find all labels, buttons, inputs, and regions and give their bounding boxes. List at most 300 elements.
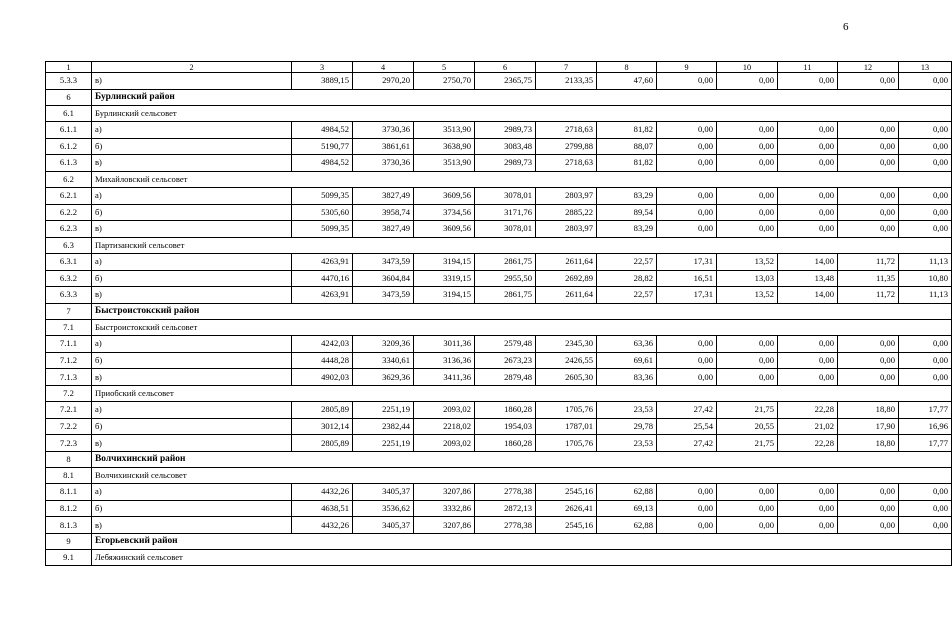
council-name: Партизанский сельсовет xyxy=(92,237,952,253)
value-cell: 3473,59 xyxy=(353,287,414,304)
column-number-row xyxy=(46,62,952,73)
council-name: Быстроистокский сельсовет xyxy=(92,319,952,335)
row-variant: б) xyxy=(92,500,292,517)
council-row xyxy=(46,319,952,335)
value-cell: 2692,89 xyxy=(536,270,597,287)
value-cell: 2545,16 xyxy=(536,517,597,534)
value-cell: 2718,63 xyxy=(536,121,597,138)
value-cell: 17,31 xyxy=(657,287,717,304)
table-row xyxy=(46,336,952,353)
value-cell: 0,00 xyxy=(717,155,778,172)
value-cell: 3889,15 xyxy=(292,73,353,90)
column-number: 4 xyxy=(353,62,414,73)
value-cell: 0,00 xyxy=(838,187,899,204)
value-cell: 4448,28 xyxy=(292,352,353,369)
region-row xyxy=(46,451,952,467)
value-cell: 3405,37 xyxy=(353,484,414,501)
value-cell: 1860,28 xyxy=(475,402,536,419)
table-row xyxy=(46,287,952,304)
value-cell: 11,35 xyxy=(838,270,899,287)
region-name: Бурлинский район xyxy=(92,89,952,105)
value-cell: 17,77 xyxy=(899,402,952,419)
value-cell: 3638,90 xyxy=(414,138,475,155)
value-cell: 0,00 xyxy=(838,369,899,386)
value-cell: 2426,55 xyxy=(536,352,597,369)
table-row xyxy=(46,187,952,204)
value-cell: 0,00 xyxy=(657,352,717,369)
row-code: 5.3.3 xyxy=(46,73,92,90)
value-cell: 0,00 xyxy=(838,155,899,172)
value-cell: 2805,89 xyxy=(292,435,353,452)
value-cell: 3604,84 xyxy=(353,270,414,287)
value-cell: 11,13 xyxy=(899,287,952,304)
row-code: 7.1.1 xyxy=(46,336,92,353)
value-cell: 47,60 xyxy=(597,73,657,90)
value-cell: 4984,52 xyxy=(292,155,353,172)
value-cell: 3012,14 xyxy=(292,418,353,435)
value-cell: 0,00 xyxy=(717,484,778,501)
value-cell: 11,72 xyxy=(838,287,899,304)
row-code: 6.2.3 xyxy=(46,221,92,238)
column-number: 13 xyxy=(899,62,952,73)
column-number: 11 xyxy=(778,62,838,73)
value-cell: 2778,38 xyxy=(475,484,536,501)
value-cell: 18,80 xyxy=(838,402,899,419)
value-cell: 13,52 xyxy=(717,253,778,270)
value-cell: 0,00 xyxy=(838,484,899,501)
column-number: 10 xyxy=(717,62,778,73)
value-cell: 0,00 xyxy=(778,73,838,90)
value-cell: 0,00 xyxy=(717,221,778,238)
value-cell: 23,53 xyxy=(597,402,657,419)
region-row xyxy=(46,89,952,105)
row-code: 8 xyxy=(46,451,92,467)
value-cell: 0,00 xyxy=(838,204,899,221)
value-cell: 4263,91 xyxy=(292,287,353,304)
row-code: 7 xyxy=(46,303,92,319)
value-cell: 4263,91 xyxy=(292,253,353,270)
value-cell: 2955,50 xyxy=(475,270,536,287)
value-cell: 3827,49 xyxy=(353,187,414,204)
value-cell: 0,00 xyxy=(899,517,952,534)
column-number: 9 xyxy=(657,62,717,73)
value-cell: 0,00 xyxy=(778,221,838,238)
value-cell: 5190,77 xyxy=(292,138,353,155)
value-cell: 4470,16 xyxy=(292,270,353,287)
row-code: 9 xyxy=(46,533,92,549)
row-variant: а) xyxy=(92,402,292,419)
table-row xyxy=(46,138,952,155)
value-cell: 0,00 xyxy=(778,369,838,386)
council-row xyxy=(46,385,952,401)
value-cell: 1787,01 xyxy=(536,418,597,435)
row-variant: в) xyxy=(92,287,292,304)
value-cell: 3536,62 xyxy=(353,500,414,517)
value-cell: 0,00 xyxy=(838,121,899,138)
value-cell: 3171,76 xyxy=(475,204,536,221)
value-cell: 3332,86 xyxy=(414,500,475,517)
value-cell: 3730,36 xyxy=(353,155,414,172)
value-cell: 0,00 xyxy=(778,500,838,517)
value-cell: 4432,26 xyxy=(292,484,353,501)
value-cell: 3473,59 xyxy=(353,253,414,270)
value-cell: 3083,48 xyxy=(475,138,536,155)
value-cell: 0,00 xyxy=(657,155,717,172)
row-variant: а) xyxy=(92,187,292,204)
value-cell: 16,51 xyxy=(657,270,717,287)
value-cell: 27,42 xyxy=(657,435,717,452)
value-cell: 2805,89 xyxy=(292,402,353,419)
value-cell: 2251,19 xyxy=(353,435,414,452)
table-row xyxy=(46,253,952,270)
council-row xyxy=(46,171,952,187)
value-cell: 3136,36 xyxy=(414,352,475,369)
table-row xyxy=(46,73,952,90)
value-cell: 69,61 xyxy=(597,352,657,369)
value-cell: 14,00 xyxy=(778,287,838,304)
value-cell: 0,00 xyxy=(899,484,952,501)
row-code: 6.1 xyxy=(46,105,92,121)
row-variant: а) xyxy=(92,484,292,501)
value-cell: 0,00 xyxy=(717,204,778,221)
value-cell: 22,28 xyxy=(778,435,838,452)
value-cell: 2382,44 xyxy=(353,418,414,435)
table-row xyxy=(46,484,952,501)
value-cell: 0,00 xyxy=(657,484,717,501)
row-code: 7.1 xyxy=(46,319,92,335)
value-cell: 2673,23 xyxy=(475,352,536,369)
row-variant: в) xyxy=(92,221,292,238)
table-row xyxy=(46,270,952,287)
row-code: 6.2.1 xyxy=(46,187,92,204)
row-code: 6.3.1 xyxy=(46,253,92,270)
value-cell: 4902,03 xyxy=(292,369,353,386)
row-variant: а) xyxy=(92,253,292,270)
council-name: Бурлинский сельсовет xyxy=(92,105,952,121)
region-row xyxy=(46,533,952,549)
value-cell: 10,80 xyxy=(899,270,952,287)
value-cell: 17,31 xyxy=(657,253,717,270)
value-cell: 2778,38 xyxy=(475,517,536,534)
region-name: Волчихинский район xyxy=(92,451,952,467)
value-cell: 0,00 xyxy=(778,484,838,501)
value-cell: 0,00 xyxy=(717,121,778,138)
value-cell: 0,00 xyxy=(838,73,899,90)
row-variant: в) xyxy=(92,517,292,534)
value-cell: 25,54 xyxy=(657,418,717,435)
row-code: 7.2.3 xyxy=(46,435,92,452)
table-row xyxy=(46,418,952,435)
value-cell: 0,00 xyxy=(838,138,899,155)
value-cell: 0,00 xyxy=(899,155,952,172)
region-row xyxy=(46,303,952,319)
value-cell: 2799,88 xyxy=(536,138,597,155)
value-cell: 88,07 xyxy=(597,138,657,155)
value-cell: 18,80 xyxy=(838,435,899,452)
column-number: 8 xyxy=(597,62,657,73)
row-code: 6.2 xyxy=(46,171,92,187)
value-cell: 13,03 xyxy=(717,270,778,287)
value-cell: 3340,61 xyxy=(353,352,414,369)
value-cell: 0,00 xyxy=(657,204,717,221)
value-cell: 3194,15 xyxy=(414,253,475,270)
value-cell: 5099,35 xyxy=(292,221,353,238)
value-cell: 0,00 xyxy=(899,187,952,204)
value-cell: 1705,76 xyxy=(536,402,597,419)
value-cell: 1705,76 xyxy=(536,435,597,452)
value-cell: 2605,30 xyxy=(536,369,597,386)
value-cell: 83,29 xyxy=(597,187,657,204)
value-cell: 1860,28 xyxy=(475,435,536,452)
value-cell: 1954,03 xyxy=(475,418,536,435)
value-cell: 0,00 xyxy=(899,352,952,369)
row-variant: б) xyxy=(92,270,292,287)
row-variant: в) xyxy=(92,369,292,386)
council-name: Волчихинский сельсовет xyxy=(92,468,952,484)
column-number: 6 xyxy=(475,62,536,73)
value-cell: 2251,19 xyxy=(353,402,414,419)
value-cell: 29,78 xyxy=(597,418,657,435)
column-number: 7 xyxy=(536,62,597,73)
row-code: 8.1.2 xyxy=(46,500,92,517)
value-cell: 13,48 xyxy=(778,270,838,287)
table-row xyxy=(46,221,952,238)
value-cell: 0,00 xyxy=(899,500,952,517)
value-cell: 2989,73 xyxy=(475,155,536,172)
value-cell: 0,00 xyxy=(657,517,717,534)
value-cell: 3194,15 xyxy=(414,287,475,304)
value-cell: 21,75 xyxy=(717,435,778,452)
value-cell: 0,00 xyxy=(717,517,778,534)
value-cell: 2365,75 xyxy=(475,73,536,90)
row-code: 7.2.2 xyxy=(46,418,92,435)
table-row xyxy=(46,369,952,386)
council-row xyxy=(46,468,952,484)
value-cell: 3078,01 xyxy=(475,187,536,204)
value-cell: 16,96 xyxy=(899,418,952,435)
row-code: 6.3 xyxy=(46,237,92,253)
value-cell: 0,00 xyxy=(778,138,838,155)
value-cell: 0,00 xyxy=(899,369,952,386)
value-cell: 3629,36 xyxy=(353,369,414,386)
value-cell: 0,00 xyxy=(899,138,952,155)
column-number: 5 xyxy=(414,62,475,73)
value-cell: 0,00 xyxy=(717,138,778,155)
value-cell: 3609,56 xyxy=(414,187,475,204)
row-code: 7.1.3 xyxy=(46,369,92,386)
value-cell: 0,00 xyxy=(778,121,838,138)
column-number: 2 xyxy=(92,62,292,73)
value-cell: 0,00 xyxy=(838,352,899,369)
row-code: 6.3.2 xyxy=(46,270,92,287)
value-cell: 4432,26 xyxy=(292,517,353,534)
value-cell: 2803,97 xyxy=(536,187,597,204)
row-code: 6 xyxy=(46,89,92,105)
value-cell: 21,75 xyxy=(717,402,778,419)
value-cell: 2218,02 xyxy=(414,418,475,435)
value-cell: 13,52 xyxy=(717,287,778,304)
value-cell: 3078,01 xyxy=(475,221,536,238)
value-cell: 0,00 xyxy=(778,187,838,204)
value-cell: 0,00 xyxy=(838,500,899,517)
value-cell: 17,77 xyxy=(899,435,952,452)
row-code: 8.1 xyxy=(46,468,92,484)
row-variant: а) xyxy=(92,336,292,353)
value-cell: 3513,90 xyxy=(414,155,475,172)
value-cell: 2133,35 xyxy=(536,73,597,90)
row-variant: б) xyxy=(92,352,292,369)
table-row xyxy=(46,435,952,452)
value-cell: 0,00 xyxy=(778,352,838,369)
value-cell: 3734,56 xyxy=(414,204,475,221)
column-number: 12 xyxy=(838,62,899,73)
row-variant: в) xyxy=(92,435,292,452)
value-cell: 0,00 xyxy=(657,221,717,238)
value-cell: 22,28 xyxy=(778,402,838,419)
value-cell: 0,00 xyxy=(657,369,717,386)
table-row xyxy=(46,402,952,419)
value-cell: 2545,16 xyxy=(536,484,597,501)
value-cell: 2579,48 xyxy=(475,336,536,353)
value-cell: 0,00 xyxy=(657,500,717,517)
value-cell: 22,57 xyxy=(597,253,657,270)
value-cell: 0,00 xyxy=(778,204,838,221)
value-cell: 0,00 xyxy=(657,73,717,90)
value-cell: 23,53 xyxy=(597,435,657,452)
table-row xyxy=(46,500,952,517)
column-number: 1 xyxy=(46,62,92,73)
value-cell: 0,00 xyxy=(899,204,952,221)
value-cell: 2750,70 xyxy=(414,73,475,90)
row-code: 7.1.2 xyxy=(46,352,92,369)
council-name: Михайловский сельсовет xyxy=(92,171,952,187)
table-row xyxy=(46,204,952,221)
page-number: 6 xyxy=(843,21,849,33)
value-cell: 3609,56 xyxy=(414,221,475,238)
row-variant: а) xyxy=(92,121,292,138)
value-cell: 2345,30 xyxy=(536,336,597,353)
value-cell: 21,02 xyxy=(778,418,838,435)
value-cell: 0,00 xyxy=(657,187,717,204)
value-cell: 2718,63 xyxy=(536,155,597,172)
value-cell: 63,36 xyxy=(597,336,657,353)
row-code: 6.1.2 xyxy=(46,138,92,155)
value-cell: 14,00 xyxy=(778,253,838,270)
tariff-table xyxy=(45,61,952,566)
value-cell: 27,42 xyxy=(657,402,717,419)
value-cell: 0,00 xyxy=(899,221,952,238)
value-cell: 62,88 xyxy=(597,517,657,534)
value-cell: 4984,52 xyxy=(292,121,353,138)
value-cell: 0,00 xyxy=(778,517,838,534)
row-code: 8.1.3 xyxy=(46,517,92,534)
row-code: 6.1.3 xyxy=(46,155,92,172)
row-variant: б) xyxy=(92,204,292,221)
value-cell: 3827,49 xyxy=(353,221,414,238)
value-cell: 17,90 xyxy=(838,418,899,435)
table-row xyxy=(46,517,952,534)
value-cell: 2803,97 xyxy=(536,221,597,238)
value-cell: 83,36 xyxy=(597,369,657,386)
value-cell: 2989,73 xyxy=(475,121,536,138)
value-cell: 0,00 xyxy=(899,336,952,353)
value-cell: 22,57 xyxy=(597,287,657,304)
value-cell: 0,00 xyxy=(717,336,778,353)
row-variant: б) xyxy=(92,418,292,435)
value-cell: 3209,36 xyxy=(353,336,414,353)
value-cell: 62,88 xyxy=(597,484,657,501)
value-cell: 0,00 xyxy=(899,121,952,138)
value-cell: 2861,75 xyxy=(475,253,536,270)
value-cell: 11,13 xyxy=(899,253,952,270)
value-cell: 4242,03 xyxy=(292,336,353,353)
value-cell: 89,54 xyxy=(597,204,657,221)
council-row xyxy=(46,550,952,566)
value-cell: 83,29 xyxy=(597,221,657,238)
value-cell: 3958,74 xyxy=(353,204,414,221)
value-cell: 2885,22 xyxy=(536,204,597,221)
value-cell: 3730,36 xyxy=(353,121,414,138)
value-cell: 28,82 xyxy=(597,270,657,287)
value-cell: 5305,60 xyxy=(292,204,353,221)
value-cell: 2093,02 xyxy=(414,402,475,419)
value-cell: 0,00 xyxy=(657,121,717,138)
value-cell: 2611,64 xyxy=(536,253,597,270)
row-code: 6.1.1 xyxy=(46,121,92,138)
row-variant: в) xyxy=(92,73,292,90)
value-cell: 2970,20 xyxy=(353,73,414,90)
column-number: 3 xyxy=(292,62,353,73)
value-cell: 2093,02 xyxy=(414,435,475,452)
value-cell: 0,00 xyxy=(838,336,899,353)
value-cell: 0,00 xyxy=(657,138,717,155)
value-cell: 3405,37 xyxy=(353,517,414,534)
value-cell: 0,00 xyxy=(838,221,899,238)
value-cell: 2879,48 xyxy=(475,369,536,386)
value-cell: 0,00 xyxy=(899,73,952,90)
value-cell: 69,13 xyxy=(597,500,657,517)
value-cell: 0,00 xyxy=(717,73,778,90)
table-row xyxy=(46,121,952,138)
value-cell: 3861,61 xyxy=(353,138,414,155)
value-cell: 0,00 xyxy=(657,336,717,353)
value-cell: 2611,64 xyxy=(536,287,597,304)
value-cell: 0,00 xyxy=(717,500,778,517)
value-cell: 3207,86 xyxy=(414,517,475,534)
council-name: Лебяжинский сельсовет xyxy=(92,550,952,566)
value-cell: 81,82 xyxy=(597,121,657,138)
value-cell: 3411,36 xyxy=(414,369,475,386)
value-cell: 0,00 xyxy=(778,155,838,172)
value-cell: 2626,41 xyxy=(536,500,597,517)
row-code: 6.2.2 xyxy=(46,204,92,221)
council-name: Приобский сельсовет xyxy=(92,385,952,401)
table-row xyxy=(46,155,952,172)
row-code: 8.1.1 xyxy=(46,484,92,501)
region-name: Егорьевский район xyxy=(92,533,952,549)
value-cell: 3319,15 xyxy=(414,270,475,287)
value-cell: 11,72 xyxy=(838,253,899,270)
row-variant: в) xyxy=(92,155,292,172)
value-cell: 2861,75 xyxy=(475,287,536,304)
value-cell: 81,82 xyxy=(597,155,657,172)
value-cell: 5099,35 xyxy=(292,187,353,204)
row-code: 7.2 xyxy=(46,385,92,401)
value-cell: 0,00 xyxy=(778,336,838,353)
value-cell: 3207,86 xyxy=(414,484,475,501)
value-cell: 4638,51 xyxy=(292,500,353,517)
value-cell: 3513,90 xyxy=(414,121,475,138)
